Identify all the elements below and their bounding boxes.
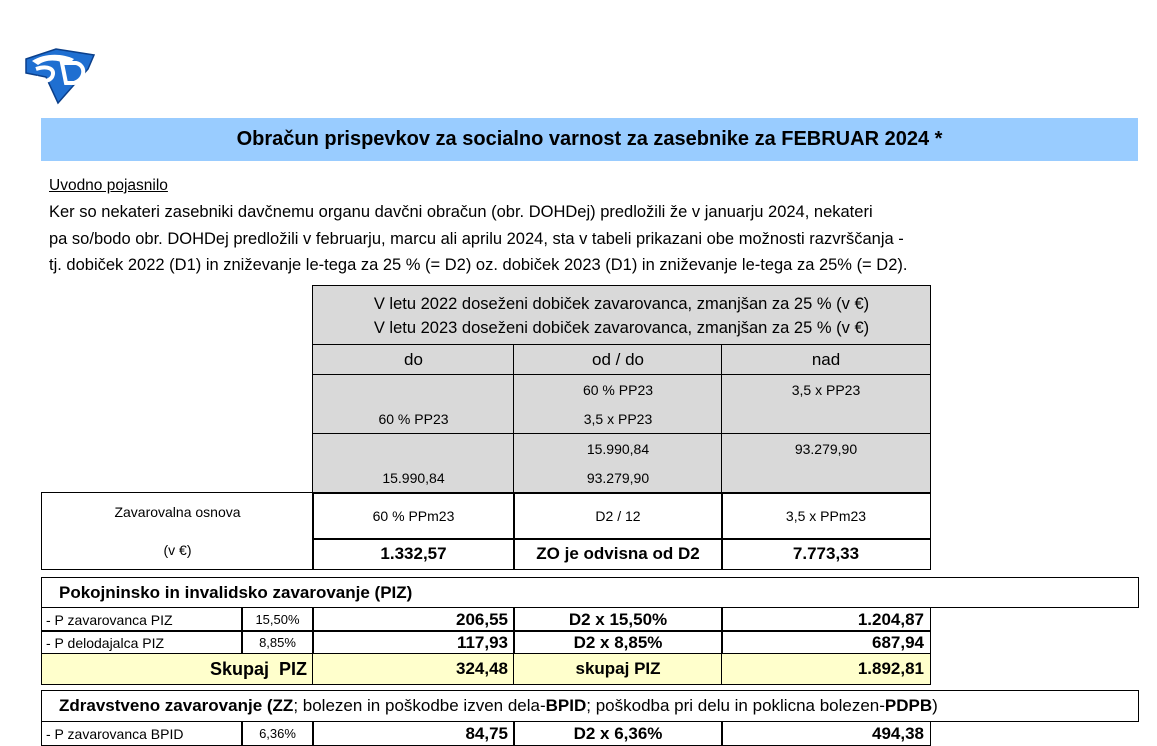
zz-title-part-3: BPID bbox=[545, 696, 587, 715]
piz-total-label: Skupaj PIZ bbox=[41, 653, 314, 685]
header-line-2022: V letu 2022 doseženi dobiček zavarovanca, zmanjšan za 25 % (v €) bbox=[373, 294, 870, 313]
pp-do: 60 % PP23 bbox=[312, 374, 515, 435]
eur-od-do bbox=[513, 433, 723, 494]
intro-line-2: pa so/bodo obr. DOHDej predložili v februarju, marcu ali aprilu 2024, sta v tabeli prikazani obe možnosti razvrščanja - bbox=[49, 230, 904, 248]
eur-od-top: 15.990,84 bbox=[586, 440, 650, 457]
intro-line-1: Ker so nekateri zasebniki davčnemu organu davčni obračun (obr. DOHDej) predložili že v januarju 2024, nekateri bbox=[49, 203, 873, 221]
piz-row-1-pct: 15,50% bbox=[241, 607, 314, 632]
zz-title-part-6: ) bbox=[932, 696, 938, 715]
piz-row-1-label: - P zavarovanca PIZ bbox=[41, 607, 243, 632]
piz-row-1-do: 206,55 bbox=[312, 607, 515, 632]
column-header-od-do: od / do bbox=[513, 344, 723, 376]
zo-unit: (v €) bbox=[163, 542, 192, 558]
piz-row-2-nad: 687,94 bbox=[721, 630, 931, 655]
piz-row-2-pct: 8,85% bbox=[241, 630, 314, 655]
zz-row-1-label: - P zavarovanca BPID bbox=[41, 721, 243, 746]
piz-total-nad: 1.892,81 bbox=[721, 653, 931, 685]
column-header-do: do bbox=[312, 344, 515, 376]
zz-title-part-2: ; bolezen in poškodbe izven dela- bbox=[293, 696, 546, 715]
table-header bbox=[312, 285, 931, 346]
pp-od-bottom: 3,5 x PP23 bbox=[583, 411, 653, 428]
intro-line-3: tj. dobiček 2022 (D1) in zniževanje le-tega za 25 % (= D2) oz. dobiček 2023 (D1) in zniževanje le-tega za 25% (= D2). bbox=[49, 256, 908, 274]
zz-row-1-do: 84,75 bbox=[312, 721, 515, 746]
column-header-nad: nad bbox=[721, 344, 931, 376]
piz-row-1-nad: 1.204,87 bbox=[721, 607, 931, 632]
piz-row-1-od: D2 x 15,50% bbox=[513, 607, 723, 632]
pp-od-top: 60 % PP23 bbox=[582, 381, 654, 398]
eur-od-bottom: 93.279,90 bbox=[586, 470, 650, 487]
zz-row-1-nad: 494,38 bbox=[721, 721, 931, 746]
zo-formula-od: D2 / 12 bbox=[513, 492, 723, 540]
piz-row-2-do: 117,93 bbox=[312, 630, 515, 655]
zz-section-title bbox=[41, 690, 1139, 722]
zo-label-cell bbox=[41, 492, 314, 570]
zo-value-nad: 7.773,33 bbox=[721, 538, 931, 570]
piz-total-do: 324,48 bbox=[312, 653, 515, 685]
piz-row-2-od: D2 x 8,85% bbox=[513, 630, 723, 655]
zz-title-part-4: ; poškodba pri delu in poklicna bolezen- bbox=[586, 696, 885, 715]
piz-section-title: Pokojninsko in invalidsko zavarovanje (PIZ) bbox=[41, 577, 1139, 608]
piz-total-od: skupaj PIZ bbox=[513, 653, 723, 685]
zo-label: Zavarovalna osnova bbox=[114, 504, 241, 520]
zz-row-1-od: D2 x 6,36% bbox=[513, 721, 723, 746]
eur-do: 15.990,84 bbox=[312, 433, 515, 494]
zz-row-1-pct: 6,36% bbox=[241, 721, 314, 746]
piz-row-2-label: - P delodajalca PIZ bbox=[41, 630, 243, 655]
zo-value-do: 1.332,57 bbox=[312, 538, 515, 570]
header-line-2023: V letu 2023 doseženi dobiček zavarovanca, zmanjšan za 25 % (v €) bbox=[373, 318, 870, 337]
zo-formula-do: 60 % PPm23 bbox=[312, 492, 515, 540]
sd-logo-icon bbox=[22, 47, 96, 105]
zz-title-part-5: PDPB bbox=[884, 696, 933, 715]
zo-value-od: ZO je odvisna od D2 bbox=[513, 538, 723, 570]
page-title: Obračun prispevkov za socialno varnost za zasebnike za FEBRUAR 2024 * bbox=[41, 118, 1138, 161]
pp-nad: 3,5 x PP23 bbox=[721, 374, 931, 435]
eur-nad: 93.279,90 bbox=[721, 433, 931, 494]
zz-title-part-1: Zdravstveno zavarovanje (ZZ bbox=[59, 696, 294, 715]
intro-heading: Uvodno pojasnilo bbox=[49, 177, 168, 194]
pp-od-do bbox=[513, 374, 723, 435]
zo-formula-nad: 3,5 x PPm23 bbox=[721, 492, 931, 540]
